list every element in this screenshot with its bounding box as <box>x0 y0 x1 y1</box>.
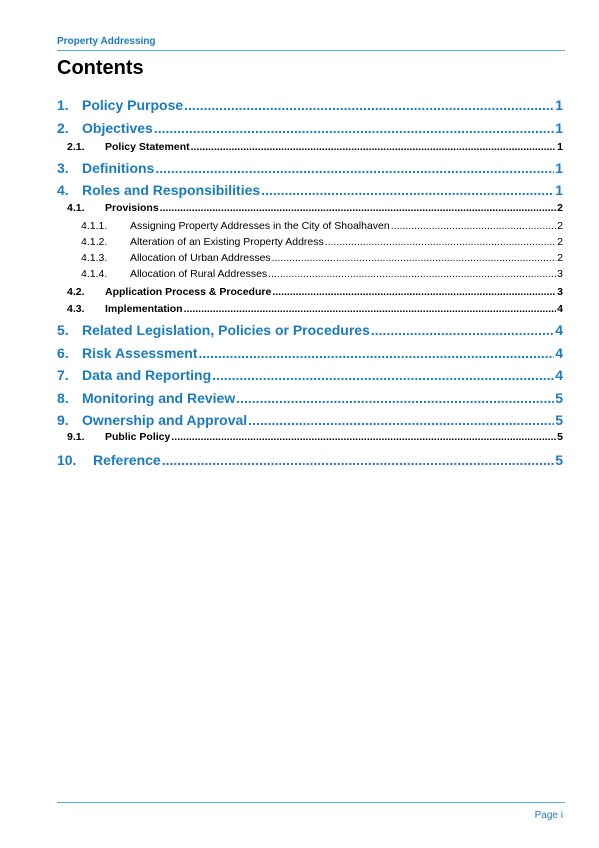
toc-entry-page: 4 <box>555 367 563 383</box>
toc-entry-page: 1 <box>555 120 563 136</box>
toc-entry-page: 3 <box>557 268 563 280</box>
toc-dot-leader <box>198 345 554 361</box>
toc-entry-title: Provisions <box>105 202 159 214</box>
toc-entry-number: 9. <box>57 412 69 428</box>
toc-dot-leader <box>391 220 556 232</box>
toc-entry-title: Alteration of an Existing Property Address <box>130 236 324 248</box>
toc-entry-page: 4 <box>555 345 563 361</box>
toc-entry-title: Policy Purpose <box>82 97 184 113</box>
page-number: Page i <box>534 810 563 821</box>
toc-entry-title: Allocation of Rural Addresses <box>130 268 268 280</box>
toc-entry-page: 2 <box>557 252 563 264</box>
footer-rule <box>57 802 565 803</box>
toc-dot-leader <box>191 141 557 153</box>
toc-entry-title: Monitoring and Review <box>82 390 236 406</box>
toc-entry-number: 10. <box>57 452 77 468</box>
toc-dot-leader <box>261 182 554 198</box>
toc-entry[interactable] <box>57 97 563 113</box>
toc-entry-number: 4.1.1. <box>81 220 108 232</box>
toc-entry-number: 1. <box>57 97 69 113</box>
toc-entry[interactable] <box>81 236 563 248</box>
toc-entry-number: 4. <box>57 182 69 198</box>
toc-entry-title: Definitions <box>82 160 155 176</box>
toc-dot-leader <box>325 236 556 248</box>
toc-entry[interactable] <box>57 120 563 136</box>
toc-entry-number: 4.2. <box>67 286 85 298</box>
toc-entry[interactable] <box>57 160 563 176</box>
toc-entry-number: 4.1.3. <box>81 252 108 264</box>
toc-entry-page: 4 <box>555 322 563 338</box>
toc-entry-title: Implementation <box>105 303 183 315</box>
toc-entry-title: Public Policy <box>105 431 171 443</box>
toc-entry-number: 2.1. <box>67 141 85 153</box>
toc-entry-number: 4.1. <box>67 202 85 214</box>
toc-dot-leader <box>272 252 556 264</box>
toc-entry-number: 4.1.2. <box>81 236 108 248</box>
toc-entry-title: Roles and Responsibilities <box>82 182 261 198</box>
toc-entry[interactable] <box>67 303 563 315</box>
toc-entry-number: 2. <box>57 120 69 136</box>
toc-dot-leader <box>272 286 556 298</box>
page-header <box>57 36 565 51</box>
toc-entry[interactable] <box>57 412 563 428</box>
toc-entry-page: 1 <box>557 141 563 153</box>
toc-entry-number: 7. <box>57 367 69 383</box>
toc-entry[interactable] <box>57 322 563 338</box>
toc-entry-title: Application Process & Procedure <box>105 286 272 298</box>
toc-entry-page: 5 <box>555 412 563 428</box>
toc-entry-title: Policy Statement <box>105 141 190 153</box>
toc-entry-page: 5 <box>557 431 563 443</box>
toc-entry[interactable] <box>67 286 563 298</box>
toc-entry-title: Risk Assessment <box>82 345 198 361</box>
toc-entry-title: Ownership and Approval <box>82 412 248 428</box>
toc-entry-number: 5. <box>57 322 69 338</box>
contents-title: Contents <box>57 57 144 79</box>
toc-dot-leader <box>160 202 556 214</box>
toc-entry-number: 3. <box>57 160 69 176</box>
header-title: Property Addressing <box>57 36 156 47</box>
toc-entry-page: 1 <box>555 182 563 198</box>
toc-entry-number: 4.1.4. <box>81 268 108 280</box>
toc-entry-page: 2 <box>557 202 563 214</box>
toc-entry-page: 1 <box>555 160 563 176</box>
toc-entry-page: 5 <box>555 390 563 406</box>
toc-entry-title: Assigning Property Addresses in the City of Shoalhaven <box>130 220 390 232</box>
toc-entry-title: Allocation of Urban Addresses <box>130 252 271 264</box>
toc-dot-leader <box>268 268 556 280</box>
toc-entry-page: 1 <box>555 97 563 113</box>
toc-entry-page: 4 <box>557 303 563 315</box>
toc-entry[interactable] <box>81 220 563 232</box>
toc-entry[interactable] <box>57 367 563 383</box>
toc-entry-title: Data and Reporting <box>82 367 212 383</box>
toc-entry-page: 2 <box>557 236 563 248</box>
toc-entry-title: Related Legislation, Policies or Procedures <box>82 322 370 338</box>
toc-entry[interactable] <box>81 252 563 264</box>
toc-entry[interactable] <box>67 202 563 214</box>
toc-entry-page: 5 <box>555 452 563 468</box>
toc-dot-leader <box>171 431 556 443</box>
toc-entry-page: 2 <box>557 220 563 232</box>
toc-entry[interactable] <box>57 345 563 361</box>
toc-dot-leader <box>248 412 554 428</box>
toc-dot-leader <box>184 97 554 113</box>
toc-entry-number: 4.3. <box>67 303 85 315</box>
toc-entry-number: 6. <box>57 345 69 361</box>
toc-entry[interactable] <box>81 268 563 280</box>
toc-dot-leader <box>236 390 554 406</box>
toc-entry[interactable] <box>67 141 563 153</box>
toc-dot-leader <box>154 120 554 136</box>
toc-entry[interactable] <box>57 182 563 198</box>
toc-dot-leader <box>212 367 554 383</box>
toc-entry-number: 9.1. <box>67 431 85 443</box>
toc-dot-leader <box>155 160 554 176</box>
toc-entry[interactable] <box>67 431 563 443</box>
toc-entry-number: 8. <box>57 390 69 406</box>
toc-dot-leader <box>371 322 554 338</box>
toc-dot-leader <box>162 452 555 468</box>
toc-entry-title: Objectives <box>82 120 153 136</box>
toc-entry[interactable] <box>57 452 563 468</box>
toc-entry-page: 3 <box>557 286 563 298</box>
toc-dot-leader <box>184 303 557 315</box>
toc-entry-title: Reference <box>93 452 161 468</box>
toc-entry[interactable] <box>57 390 563 406</box>
